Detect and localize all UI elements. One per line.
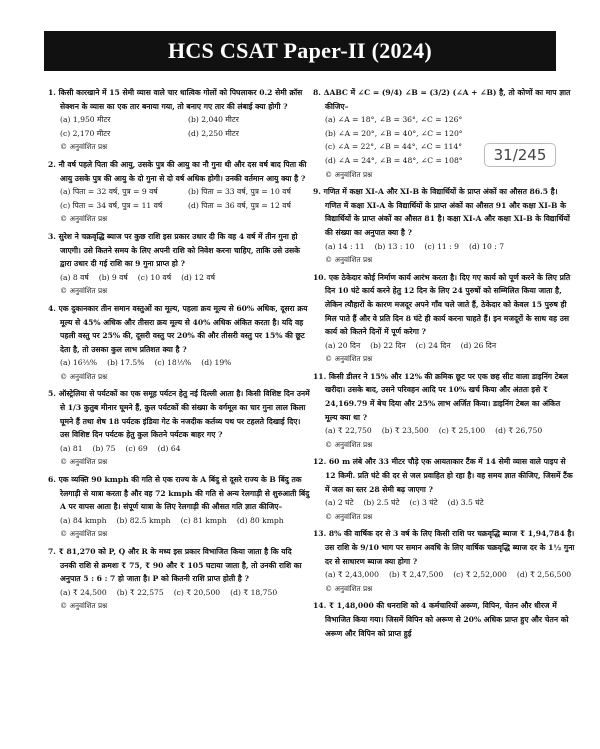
options-list <box>48 356 310 370</box>
category-label: © अनुवांशित प्रश्न <box>325 511 373 521</box>
answer-option[interactable]: (c) 2,170 मीटर <box>60 128 111 138</box>
question-text: 4. एक दुकानकार तीन समान वस्तुओं का मूल्य, पहला क्रय मूल्य से 60% अधिक, दूसरा क्रय मूल्य से 45% अधिक और तीसरा क्रय मूल्य से 40% अधिक अंकित करता है। यदि वह पहली वस्तु पर 25% की, दूसरी वस्तु पर 20% की और तीसरी वस्तु पर 15% की छूट देता है, तो उसका कुल लाभ प्रतिशत क्या है ? <box>48 303 308 354</box>
question-text: 11. किसी डीलर ने 15% और 12% की क्रमिक छूट पर एक छह सीट वाला डाइनिंग टेबल खरीदा। उसके बाद, उसने परिवहन आदि पर 10% खर्च किया और अंततः इसे ₹ 24,169.79 में बेच दिया और 25% लाभ अर्जित किया। डाइनिंग टेबल का अंकित मूल्य क्या था ? <box>313 371 569 422</box>
answer-option[interactable]: (b) 9 वर्ष <box>98 272 128 282</box>
question-text: 9. गणित में कक्षा XI-A और XI-B के विद्यार्थियों के प्राप्त अंकों का औसत 86.5 है। गणित में कक्षा XI-A के विद्यार्थियों के प्राप्त अंकों का औसत 91 और कक्षा XI-B के विद्यार्थियों के प्राप्त अंकों का औसत 81 है। कक्षा XI-A और कक्षा XI-B के विद्यार्थियों की संख्या का अनुपात क्या है ? <box>313 187 570 237</box>
answer-option[interactable]: (b) 82.5 kmph <box>116 515 171 525</box>
question-item <box>313 271 575 366</box>
answer-option[interactable]: (c) ₹ 25,100 <box>438 426 486 436</box>
answer-option[interactable]: (b) ₹ 23,500 <box>381 426 429 436</box>
answer-option[interactable]: (b) 75 <box>92 443 116 453</box>
answer-option[interactable]: (c) ∠A = 22°, ∠B = 44°, ∠C = 114° <box>325 142 462 152</box>
answer-option[interactable]: (d) पिता = 36 वर्ष, पुत्र = 12 वर्ष <box>188 200 291 210</box>
answer-option[interactable]: (a) 84 kmph <box>60 515 107 525</box>
answer-option[interactable]: (a) 81 <box>60 443 83 453</box>
category-label: © अनुवांशित प्रश्न <box>60 529 108 539</box>
answer-option[interactable]: (a) 14 : 11 <box>325 241 365 251</box>
options-list <box>48 113 310 140</box>
question-item <box>48 473 310 541</box>
question-text: 10. एक ठेकेदार कोई निर्माण कार्य आरंभ करता है। दिए गए कार्य को पूर्ण करने के लिए प्रति दिन 10 घंटे कार्य करने हेतु 12 दिन के लिए 24 पुरुषों को सम्मिलित किया जाता है, लेकिन त्यौहारों के कारण मजदूर अपने गाँव चले जाते हैं, ठेकेदार को केवल 15 पुरुष ही मिल पाते हैं और वे प्रति दिन 8 घंटे ही कार्य करना चाहते हैं। इन मजदूरों के साथ वह उस कार्य को कितने दिनों में पूर्ण करेगा ? <box>313 272 571 337</box>
question-text: 3. सुरेश ने चक्रवृद्धि ब्याज पर कुछ राशि इस प्रकार उधार दी कि वह 4 वर्ष में तीन गुना हो जाएगी। उसे कितने समय के लिए अपनी राशि को निवेश करना चाहिए, ताकि उसे उसके द्वारा उधार दी गई राशि का 9 गुना प्राप्त हो ? <box>48 231 300 269</box>
category-label: © अनुवांशित प्रश्न <box>60 601 108 611</box>
answer-option[interactable]: (d) 19% <box>201 358 232 368</box>
answer-option[interactable]: (b) 17.5% <box>107 358 145 368</box>
answer-option[interactable]: (a) 16⅔% <box>60 358 98 368</box>
answer-option[interactable]: (b) ∠A = 20°, ∠B = 40°, ∠C = 120° <box>325 128 463 138</box>
question-item <box>48 545 310 613</box>
question-item <box>48 230 310 298</box>
page-title: HCS CSAT Paper-II (2024) <box>44 31 556 71</box>
answer-option[interactable]: (b) 22 दिन <box>370 340 406 350</box>
answer-option[interactable]: (b) पिता = 33 वर्ष, पुत्र = 10 वर्ष <box>188 187 291 197</box>
answer-option[interactable]: (d) ₹ 18,750 <box>230 587 278 597</box>
answer-option[interactable]: (b) 2,040 मीटर <box>188 115 239 125</box>
page-indicator[interactable]: 31/245 <box>484 143 556 167</box>
options-list <box>313 496 575 510</box>
category-label: © अनुवांशित प्रश्न <box>325 439 373 449</box>
left-column <box>48 86 310 617</box>
answer-option[interactable]: (c) 18⅓% <box>154 358 192 368</box>
answer-option[interactable]: (c) 11 : 9 <box>424 241 459 251</box>
question-text: 2. नौ वर्ष पहले पिता की आयु, उसके पुत्र की आयु का नौ गुना थी और दस वर्ष बाद पिता की आयु उसके पुत्र की आयु के दो गुना से दो वर्ष अधिक होगी। उनकी वर्तमान आयु क्या है ? <box>48 159 307 183</box>
options-list <box>48 514 310 528</box>
question-item <box>48 86 310 154</box>
answer-option[interactable]: (a) 2 घंटे <box>325 498 354 508</box>
question-item <box>313 599 575 640</box>
category-label: © अनुवांशित प्रश्न <box>325 354 373 364</box>
options-list <box>48 586 310 600</box>
options-list <box>313 240 575 254</box>
question-item <box>313 370 575 452</box>
options-list <box>313 568 575 582</box>
answer-option[interactable]: (a) 8 वर्ष <box>60 272 89 282</box>
answer-option[interactable]: (d) 3.5 घंटे <box>447 498 484 508</box>
answer-option[interactable]: (a) 1,950 मीटर <box>60 115 111 125</box>
answer-option[interactable]: (d) 2,250 मीटर <box>188 128 239 138</box>
answer-option[interactable]: (a) ₹ 24,500 <box>60 587 107 597</box>
answer-option[interactable]: (a) ∠A = 18°, ∠B = 36°, ∠C = 126° <box>325 115 463 125</box>
answer-option[interactable]: (c) पिता = 34 वर्ष, पुत्र = 11 वर्ष <box>60 200 163 210</box>
question-item <box>313 86 575 181</box>
answer-option[interactable]: (d) ₹ 26,750 <box>495 426 543 436</box>
question-item <box>313 455 575 523</box>
answer-option[interactable]: (c) ₹ 20,500 <box>173 587 221 597</box>
question-text: 6. एक व्यक्ति 90 kmph की गति से एक राज्य के A बिंदु से दूसरे राज्य के B बिंदु तक रेलगाड़ी से यात्रा करता है और वह 72 kmph की गति से अन्य रेलगाड़ी से शुरुआती बिंदु A पर वापस आता है। संपूर्ण यात्रा के लिए रेलगाड़ी की औसत गति ज्ञात कीजिए– <box>48 475 310 512</box>
question-text: 7. ₹ 81,270 को P, Q और R के मध्य इस प्रकार विभाजित किया जाता है कि यदि उनकी राशि से क्रमशः ₹ 75, ₹ 90 और ₹ 105 घटाया जाता है, तो उनकी राशि का अनुपात 5 : 6 : 7 हो जाता है। P को कितनी राशि प्राप्त होती है ? <box>48 547 302 584</box>
question-text: 8. ΔABC में ∠C = (9/4) ∠B = (3/2) (∠A + ∠B) है, तो कोणों का माप ज्ञात कीजिए– <box>313 88 571 111</box>
category-label: © अनुवांशित प्रश्न <box>60 457 108 467</box>
answer-option[interactable]: (c) ₹ 2,52,000 <box>453 570 507 580</box>
question-item <box>313 527 575 595</box>
question-item <box>313 185 575 267</box>
question-text: 1. किसी कारखाने में 15 सेमी व्यास वाले चार धात्विक गोलों को पिघलाकर 0.2 सेमी क्रॉस सेक्शन के व्यास का एक तार बनाया गया, तो बनाए गए तार की लंबाई क्या होगी ? <box>48 88 303 111</box>
answer-option[interactable]: (d) 26 दिन <box>460 340 497 350</box>
options-list <box>313 339 575 353</box>
right-column <box>313 86 575 644</box>
question-text: 12. 60 m लंबे और 33 मीटर चौड़े एक आयताकार टैंक में 14 सेमी व्यास वाले पाइप से 12 किमी. प्रति घंटे की दर से जल प्रवाहित हो रहा है। वह समय ज्ञात कीजिए, जिसमें टैंक में जल का स्तर 28 सेमी बढ़ जाएगा ? <box>313 457 573 494</box>
category-label: © अनुवांशित प्रश्न <box>60 371 108 381</box>
category-label: © अनुवांशित प्रश्न <box>60 286 108 296</box>
options-list <box>313 113 575 167</box>
answer-option[interactable]: (c) 10 वर्ष <box>137 272 172 282</box>
answer-option[interactable]: (b) ₹ 22,575 <box>116 587 164 597</box>
answer-option[interactable]: (a) ₹ 2,43,000 <box>325 570 379 580</box>
answer-option[interactable]: (a) पिता = 32 वर्ष, पुत्र = 9 वर्ष <box>60 187 158 197</box>
question-text: 13. 8% की वार्षिक दर से 3 वर्ष के लिए किसी राशि पर चक्रवृद्धि ब्याज ₹ 1,94,784 है। उस राशि के 9/10 भाग पर समान अवधि के लिए वार्षिक चक्रवृद्धि ब्याज दर के 1½ गुना दर से साधारण ब्याज क्या होगा ? <box>313 529 575 566</box>
answer-option[interactable]: (b) 2.5 घंटे <box>363 498 400 508</box>
category-label: © अनुवांशित प्रश्न <box>325 169 373 179</box>
answer-option[interactable]: (d) 80 kmph <box>236 515 284 525</box>
question-item <box>48 387 310 469</box>
question-item <box>48 302 310 384</box>
answer-option[interactable]: (d) 64 <box>157 443 181 453</box>
answer-option[interactable]: (b) 13 : 10 <box>374 241 415 251</box>
question-text: 14. ₹ 1,48,000 की धनराशि को 4 कर्मचारियों अरूण, विपिन, चेतन और धीरज में विभाजित किया गया। जिसमें विपिन को अरूण से 20% अधिक प्राप्त हुए और चेतन को अरूण और विपिन को प्राप्त हुई <box>313 601 569 638</box>
answer-option[interactable]: (c) 3 घंटे <box>409 498 438 508</box>
category-label: © अनुवांशित प्रश्न <box>325 255 373 265</box>
answer-option[interactable]: (d) 12 वर्ष <box>181 272 215 282</box>
answer-option[interactable]: (d) 10 : 7 <box>468 241 505 251</box>
answer-option[interactable]: (d) ₹ 2,56,500 <box>516 570 572 580</box>
answer-option[interactable]: (c) 81 kmph <box>180 515 227 525</box>
category-label: © अनुवांशित प्रश्न <box>60 142 108 152</box>
options-list <box>48 185 310 212</box>
answer-option[interactable]: (a) ₹ 22,750 <box>325 426 372 436</box>
answer-option[interactable]: (b) ₹ 2,47,500 <box>388 570 444 580</box>
answer-option[interactable]: (c) 24 दिन <box>415 340 451 350</box>
question-item <box>48 158 310 226</box>
question-text: 5. ऑस्ट्रेलिया से पर्यटकों का एक समूह पर्यटन हेतु नई दिल्ली आता है। किसी विशिष्ट दिन उनमें से 1/3 कुतुब मीनार घूमने हैं, कुल पर्यटकों की संख्या के वर्गमूल का चार गुना लाल किला घूमने हैं तथा शेष 18 पर्यटक इंडिया गेट के नजदीक कर्तव्य पथ पर टहलते दिखाई दिए। उस विशिष्ट दिन पर्यटक हेतु कुल कितने पर्यटक बाहर गए ? <box>48 389 310 440</box>
answer-option[interactable]: (c) 69 <box>125 443 148 453</box>
options-list <box>313 424 575 438</box>
options-list <box>48 271 310 285</box>
answer-option[interactable]: (d) ∠A = 24°, ∠B = 48°, ∠C = 108° <box>325 155 463 165</box>
options-list <box>48 442 310 456</box>
category-label: © अनुवांशित प्रश्न <box>60 214 108 224</box>
answer-option[interactable]: (a) 20 दिन <box>325 340 361 350</box>
category-label: © अनुवांशित प्रश्न <box>325 583 373 593</box>
